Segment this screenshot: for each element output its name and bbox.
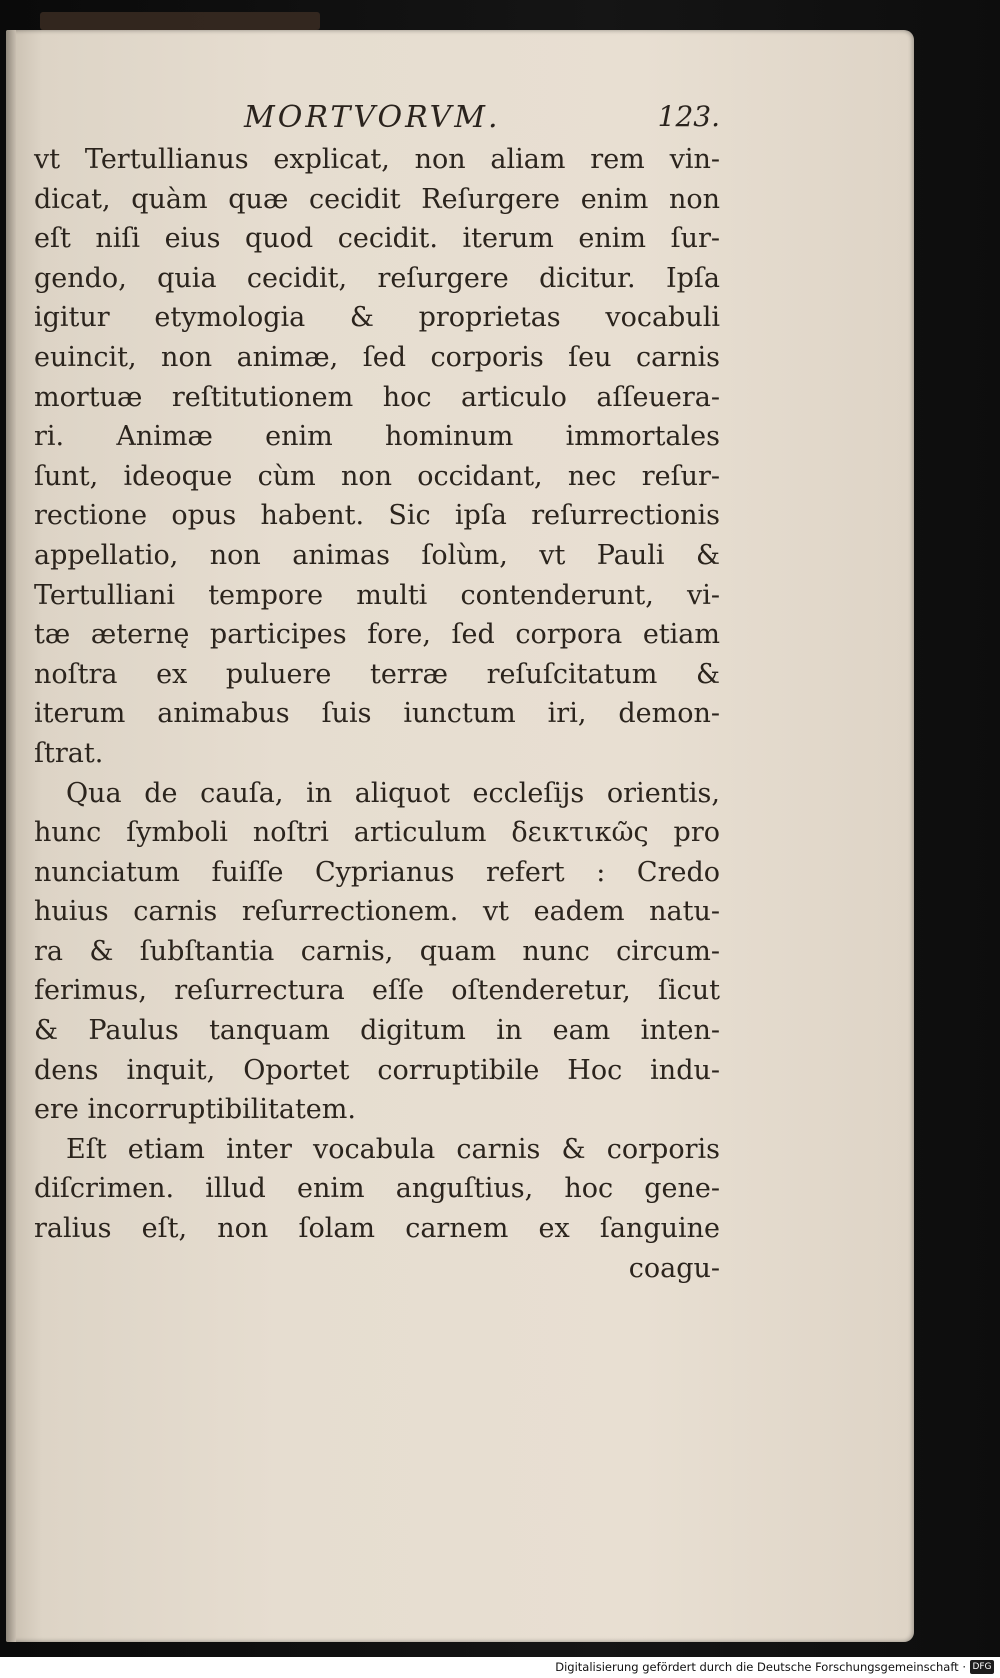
dfg-logo: DFG (970, 1660, 994, 1674)
text-line: ferimus, reſurrectura eſſe oſtenderetur, ſicut (34, 975, 720, 1007)
text-line: igitur etymologia & proprietas vocabuli (34, 302, 720, 334)
text-line: nunciatum fuiſſe Cyprianus refert : Credo (34, 856, 720, 888)
text-line: ri. Animæ enim hominum immortales (34, 421, 720, 453)
text-line: huius carnis reſurrectionem. vt eadem natu- (34, 896, 720, 928)
catchword: coagu- (628, 1252, 720, 1284)
binding-strip (40, 12, 320, 30)
page-left-edge (6, 30, 16, 1642)
digitization-footer (0, 1657, 1000, 1678)
text-line: ſunt, ideoque cùm non occidant, nec reſur- (34, 460, 720, 492)
text-line: appellatio, non animas ſolùm, vt Pauli & (34, 539, 720, 571)
text-line: euincit, non animæ, ſed corporis ſeu carnis (34, 341, 720, 373)
text-line: eſt niſi eius quod cecidit. iterum enim ſur- (34, 223, 720, 255)
text-line: tæ æternę participes fore, ſed corpora etiam (34, 619, 720, 651)
paragraph-first-line: Eſt etiam inter vocabula carnis & corporis (66, 1133, 720, 1165)
text-line: ſtrat. (34, 737, 104, 769)
text-line: ralius eſt, non ſolam carnem ex ſanguine (34, 1213, 720, 1245)
text-line: dens inquit, Oportet corruptibile Hoc indu- (34, 1054, 720, 1086)
text-line: rectione opus habent. Sic ipſa reſurrectionis (34, 500, 720, 532)
body-text (34, 140, 720, 1288)
text-line: vt Tertullianus explicat, non aliam rem vin- (34, 144, 720, 175)
text-line: ere incorruptibilitatem. (34, 1094, 356, 1126)
running-head: MORTVORVM. (244, 100, 501, 135)
paragraph-first-line: Qua de cauſa, in aliquot eccleſijs orientis, (66, 777, 720, 809)
text-line: mortuæ reſtitutionem hoc articulo aſſeuera- (34, 381, 720, 413)
text-line: dicat, quàm quæ cecidit Reſurgere enim non (34, 183, 720, 215)
text-line: noſtra ex puluere terræ reſuſcitatum & (34, 658, 720, 690)
text-line: hunc ſymboli noſtri articulum δεικτικῶς pro (34, 817, 720, 849)
page-number: 123. (657, 100, 720, 133)
text-line: gendo, quia cecidit, reſurgere dicitur. Ipſa (34, 262, 720, 294)
text-line: iterum animabus ſuis iunctum iri, demon- (34, 698, 720, 730)
funding-credit: Digitalisierung gefördert durch die Deutsche Forschungsgemeinschaft · (555, 1660, 966, 1674)
text-line: Tertulliani tempore multi contenderunt, vi- (34, 579, 720, 611)
text-line: & Paulus tanquam digitum in eam inten- (34, 1015, 720, 1047)
text-line: diſcrimen. illud enim anguſtius, hoc gene- (34, 1173, 720, 1205)
page-header (34, 100, 720, 140)
text-line: ra & ſubſtantia carnis, quam nunc circum- (34, 935, 720, 967)
